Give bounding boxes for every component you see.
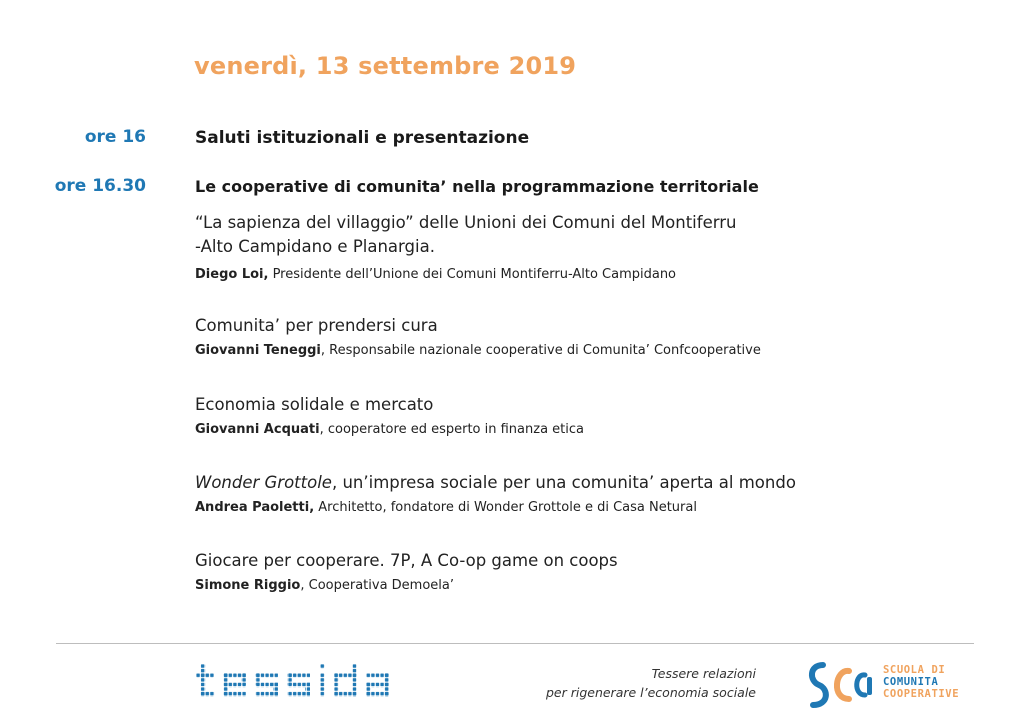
scuola-comunita-logo [803,657,879,713]
event-date: venerdì, 13 settembre 2019 [194,52,577,80]
speaker-role: Architetto, fondatore di Wonder Grottole e di Casa Netural [314,500,697,515]
talk-item [195,393,584,437]
talk-title-italic: Wonder Grottole [195,473,332,492]
speaker-role: Presidente dell’Unione dei Comuni Montiferru-Alto Campidano [268,267,677,282]
speaker-name: Andrea Paoletti, [195,500,315,515]
tessida-logo [196,664,408,700]
talk-speaker [195,422,584,437]
slot-time: ore 16.30 [54,176,146,196]
footer-divider [56,643,974,644]
talk-title: Wonder Grottole, un’impresa sociale per una comunita’ aperta al mondo [195,473,796,492]
slot-time: ore 16 [84,127,146,147]
speaker-name: Simone Riggio [195,578,301,593]
talk-item [195,314,761,358]
speaker-name: Giovanni Teneggi [195,343,321,358]
slot-heading: Le cooperative di comunita’ nella programmazione territoriale [195,177,759,196]
talk-speaker [195,343,761,358]
talk-speaker [195,500,796,515]
talk-item [195,549,618,593]
slot-heading: Saluti istituzionali e presentazione [195,128,530,148]
talk-speaker [195,578,618,593]
footer-tagline: Tessere relazioni per rigenerare l’economia sociale [545,666,756,700]
talk-title: Giocare per cooperare. 7P, A Co-op game on coops [195,551,618,570]
talk-title: “La sapienza del villaggio” delle Unioni dei Comuni del Montiferru -Alto Campidano e Planargia. [195,213,737,256]
speaker-name: Giovanni Acquati [195,422,320,437]
scuola-comunita-wordmark: SCUOLA DI COMUNITA COOPERATIVE [883,664,960,700]
talk-title: Economia solidale e mercato [195,395,434,414]
speaker-role: , cooperatore ed esperto in finanza etica [319,422,584,437]
talk-item [195,211,736,282]
talk-item [195,471,796,515]
speaker-role: , Responsabile nazionale cooperative di Comunita’ Confcooperative [320,343,761,358]
talk-title: Comunita’ per prendersi cura [195,316,438,335]
speaker-name: Diego Loi, [195,267,269,282]
speaker-role: , Cooperativa Demoela’ [300,578,455,593]
talk-speaker [195,267,736,282]
